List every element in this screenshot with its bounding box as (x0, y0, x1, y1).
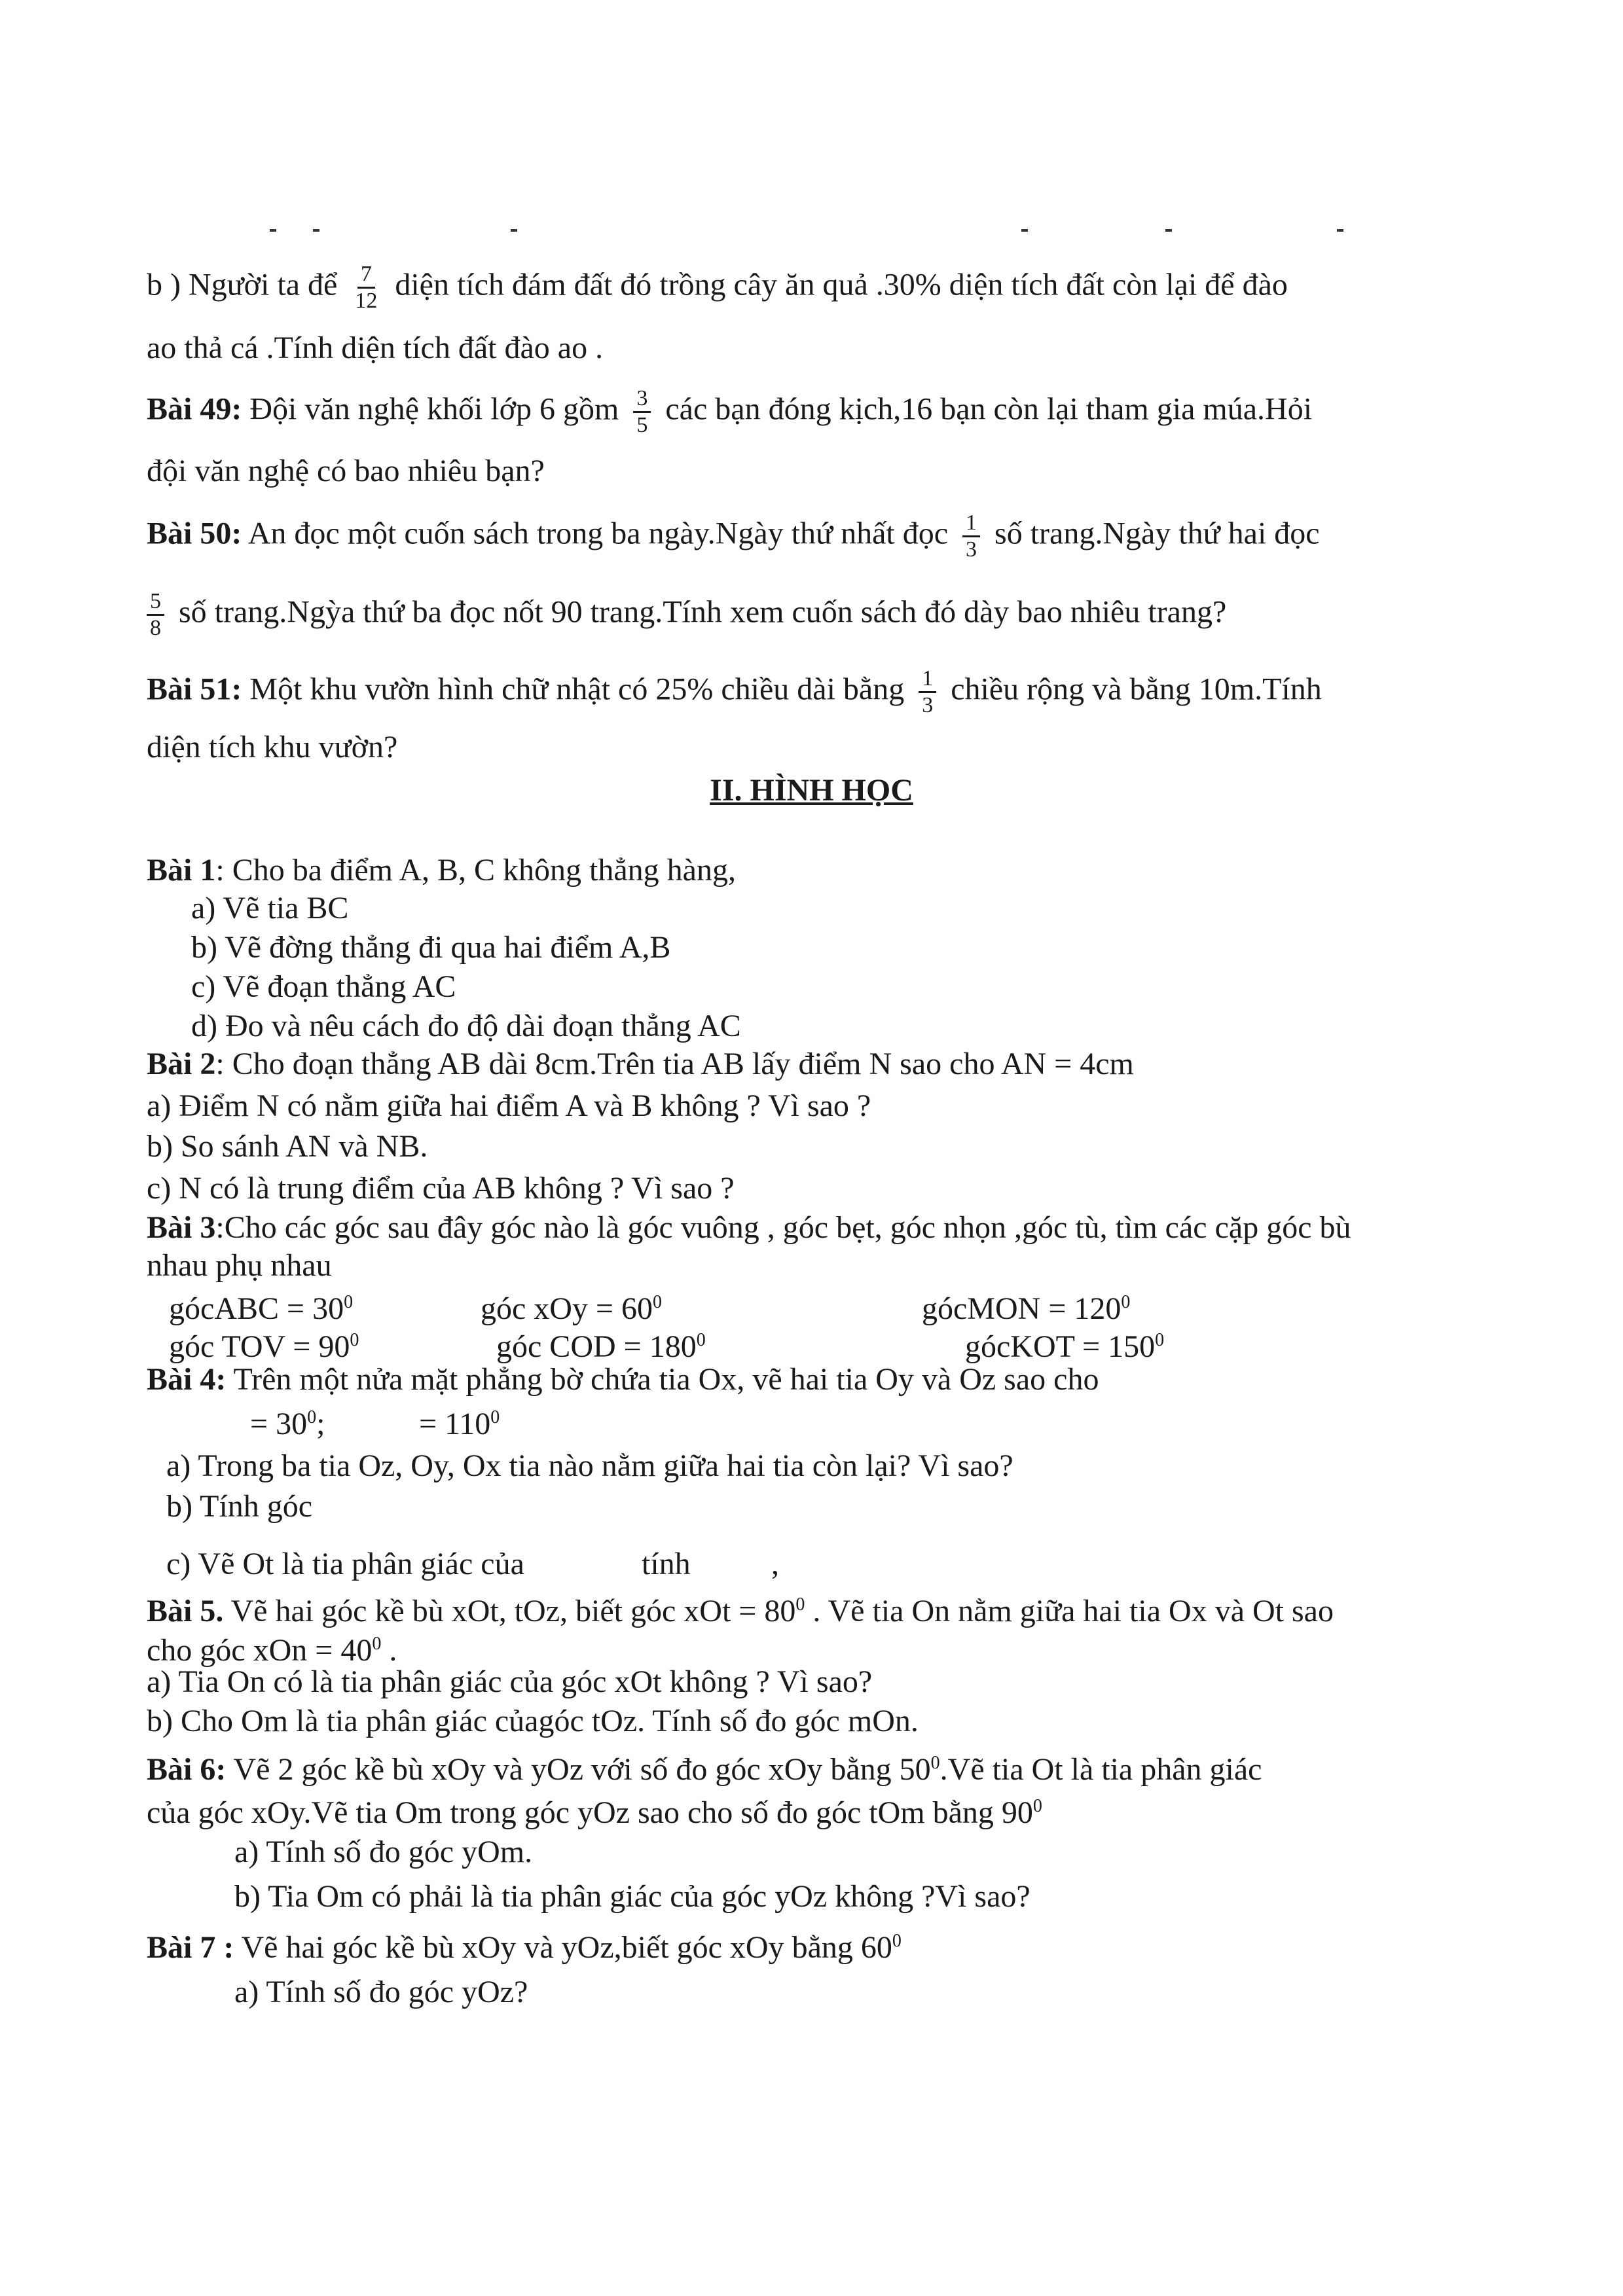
angle-item: gócABC = $30^0$ (169, 1291, 354, 1326)
list-item: a) Tia On có là tia phân giác của góc xOt không ? Vì sao? (147, 1664, 873, 1699)
problem-51-line1: Bài 51: Một khu vườn hình chữ nhật có 25% chiều dài bằng $\frac{1}{3}$ chiều rộng và bằng 10m.Tính (147, 666, 1322, 717)
geometry-6-title: Bài 6: Vẽ 2 góc kề bù xOy và yOz với số đo góc xOy bằng $50^0.Vẽ$ tia Ot là tia phân giác (147, 1752, 1262, 1787)
list-item: c) N có là trung điểm của AB không ? Vì sao ? (147, 1171, 735, 1206)
list-item: d) Đo và nêu cách đo độ dài đoạn thẳng AC (191, 1009, 741, 1043)
geometry-3-title: Bài 3:Cho các góc sau đây góc nào là góc vuông , góc bẹt, góc nhọn ,góc tù, tìm các cặp góc bù (147, 1210, 1351, 1245)
angle-item: góc COD = $180^0$ (496, 1329, 706, 1364)
fraction: $\frac{3}{5}$ (633, 386, 651, 438)
scan-mark (511, 229, 517, 232)
scan-mark (313, 229, 319, 232)
problem-48b-line2: ao thả cá .Tính diện tích đất đào ao . (147, 331, 604, 365)
scan-mark (1337, 229, 1343, 232)
problem-49-line1: Bài 49: Đội văn nghệ khối lớp 6 gồm $\frac{3}{5}$ các bạn đóng kịch,16 bạn còn lại tham gia múa.Hỏi (147, 386, 1313, 437)
fraction: $\frac{7}{12}$ (355, 262, 378, 313)
list-item-part: , (771, 1547, 779, 1581)
geometry-4-condition-1: = $30^0$; (250, 1407, 325, 1441)
geometry-2-title: Bài 2: Cho đoạn thẳng AB dài 8cm.Trên tia AB lấy điểm N sao cho AN = 4cm (147, 1047, 1134, 1081)
geometry-3-line2: nhau phụ nhau (147, 1248, 332, 1283)
list-item: c) Vẽ Ot là tia phân giác của (166, 1547, 524, 1581)
angle-item: gócMON = $120^0$ (922, 1291, 1131, 1326)
list-item: c) Vẽ đoạn thẳng AC (191, 969, 456, 1004)
angle-item: góc TOV = $90^0$ (169, 1329, 359, 1364)
list-item: a) Tính số đo góc yOz? (234, 1975, 528, 2009)
geometry-1-title: Bài 1: Cho ba điểm A, B, C không thẳng hàng, (147, 853, 736, 888)
fraction: $\frac{5}{8}$ (147, 589, 164, 641)
angle-item: gócKOT = $150^0$ (965, 1329, 1165, 1364)
problem-51-line2: diện tích khu vườn? (147, 730, 398, 764)
list-item: a) Tính số đo góc yOm. (234, 1835, 533, 1869)
list-item: a) Điểm N có nằm giữa hai điểm A và B không ? Vì sao ? (147, 1088, 871, 1123)
fraction: $\frac{1}{3}$ (919, 666, 936, 718)
problem-50-line2: $\frac{5}{8}$ số trang.Ngỳa thứ ba đọc nốt 90 trang.Tính xem cuốn sách đó dày bao nhiêu trang? (140, 589, 1226, 641)
fraction: $\frac{1}{3}$ (962, 511, 980, 562)
list-item: b) So sánh AN và NB. (147, 1129, 428, 1164)
geometry-4-condition-2: = $110^0$ (419, 1407, 500, 1441)
scan-mark (270, 229, 276, 232)
geometry-4-title: Bài 4: Trên một nửa mặt phẳng bờ chứa tia Ox, vẽ hai tia Oy và Oz sao cho (147, 1362, 1099, 1397)
list-item: a) Trong ba tia Oz, Oy, Ox tia nào nằm giữa hai tia còn lại? Vì sao? (166, 1448, 1013, 1483)
section-heading: II. HÌNH HỌC (710, 773, 913, 808)
geometry-5-line2: cho góc xOn = $40^0$ . (147, 1633, 397, 1668)
problem-49-line2: đội văn nghệ có bao nhiêu bạn? (147, 454, 545, 488)
geometry-6-line2: của góc xOy.Vẽ tia Om trong góc yOz sao cho số đo góc tOm bằng $90^0$ (147, 1795, 1042, 1830)
scan-mark (1165, 229, 1172, 232)
list-item: b) Tia Om có phải là tia phân giác của góc yOz không ?Vì sao? (234, 1879, 1030, 1914)
geometry-5-title: Bài 5. Vẽ hai góc kề bù xOt, tOz, biết góc xOt = $80^0$ . Vẽ tia On nằm giữa hai tia Ox và Ot sao (147, 1594, 1334, 1628)
list-item: b) Tính góc (166, 1489, 313, 1524)
scan-mark (1021, 229, 1028, 232)
angle-item: góc xOy = $60^0$ (481, 1291, 663, 1326)
problem-48b-line1: b ) Người ta để $\frac{7}{12}$ diện tích đám đất đó trồng cây ăn quả .30% diện tích đất còn lại để đào (147, 262, 1288, 313)
problem-50-line1: Bài 50: An đọc một cuốn sách trong ba ngày.Ngày thứ nhất đọc $\frac{1}{3}$ số trang.Ngày thứ hai đọc (147, 511, 1320, 562)
list-item-part: tính (642, 1547, 691, 1581)
list-item: a) Vẽ tia BC (191, 891, 349, 925)
geometry-7-title: Bài 7 : Vẽ hai góc kề bù xOy và yOz,biết góc xOy bằng $60^0$ (147, 1930, 902, 1965)
list-item: b) Cho Om là tia phân giác củagóc tOz. Tính số đo góc mOn. (147, 1704, 919, 1738)
list-item: b) Vẽ đờng thẳng đi qua hai điểm A,B (191, 930, 671, 965)
